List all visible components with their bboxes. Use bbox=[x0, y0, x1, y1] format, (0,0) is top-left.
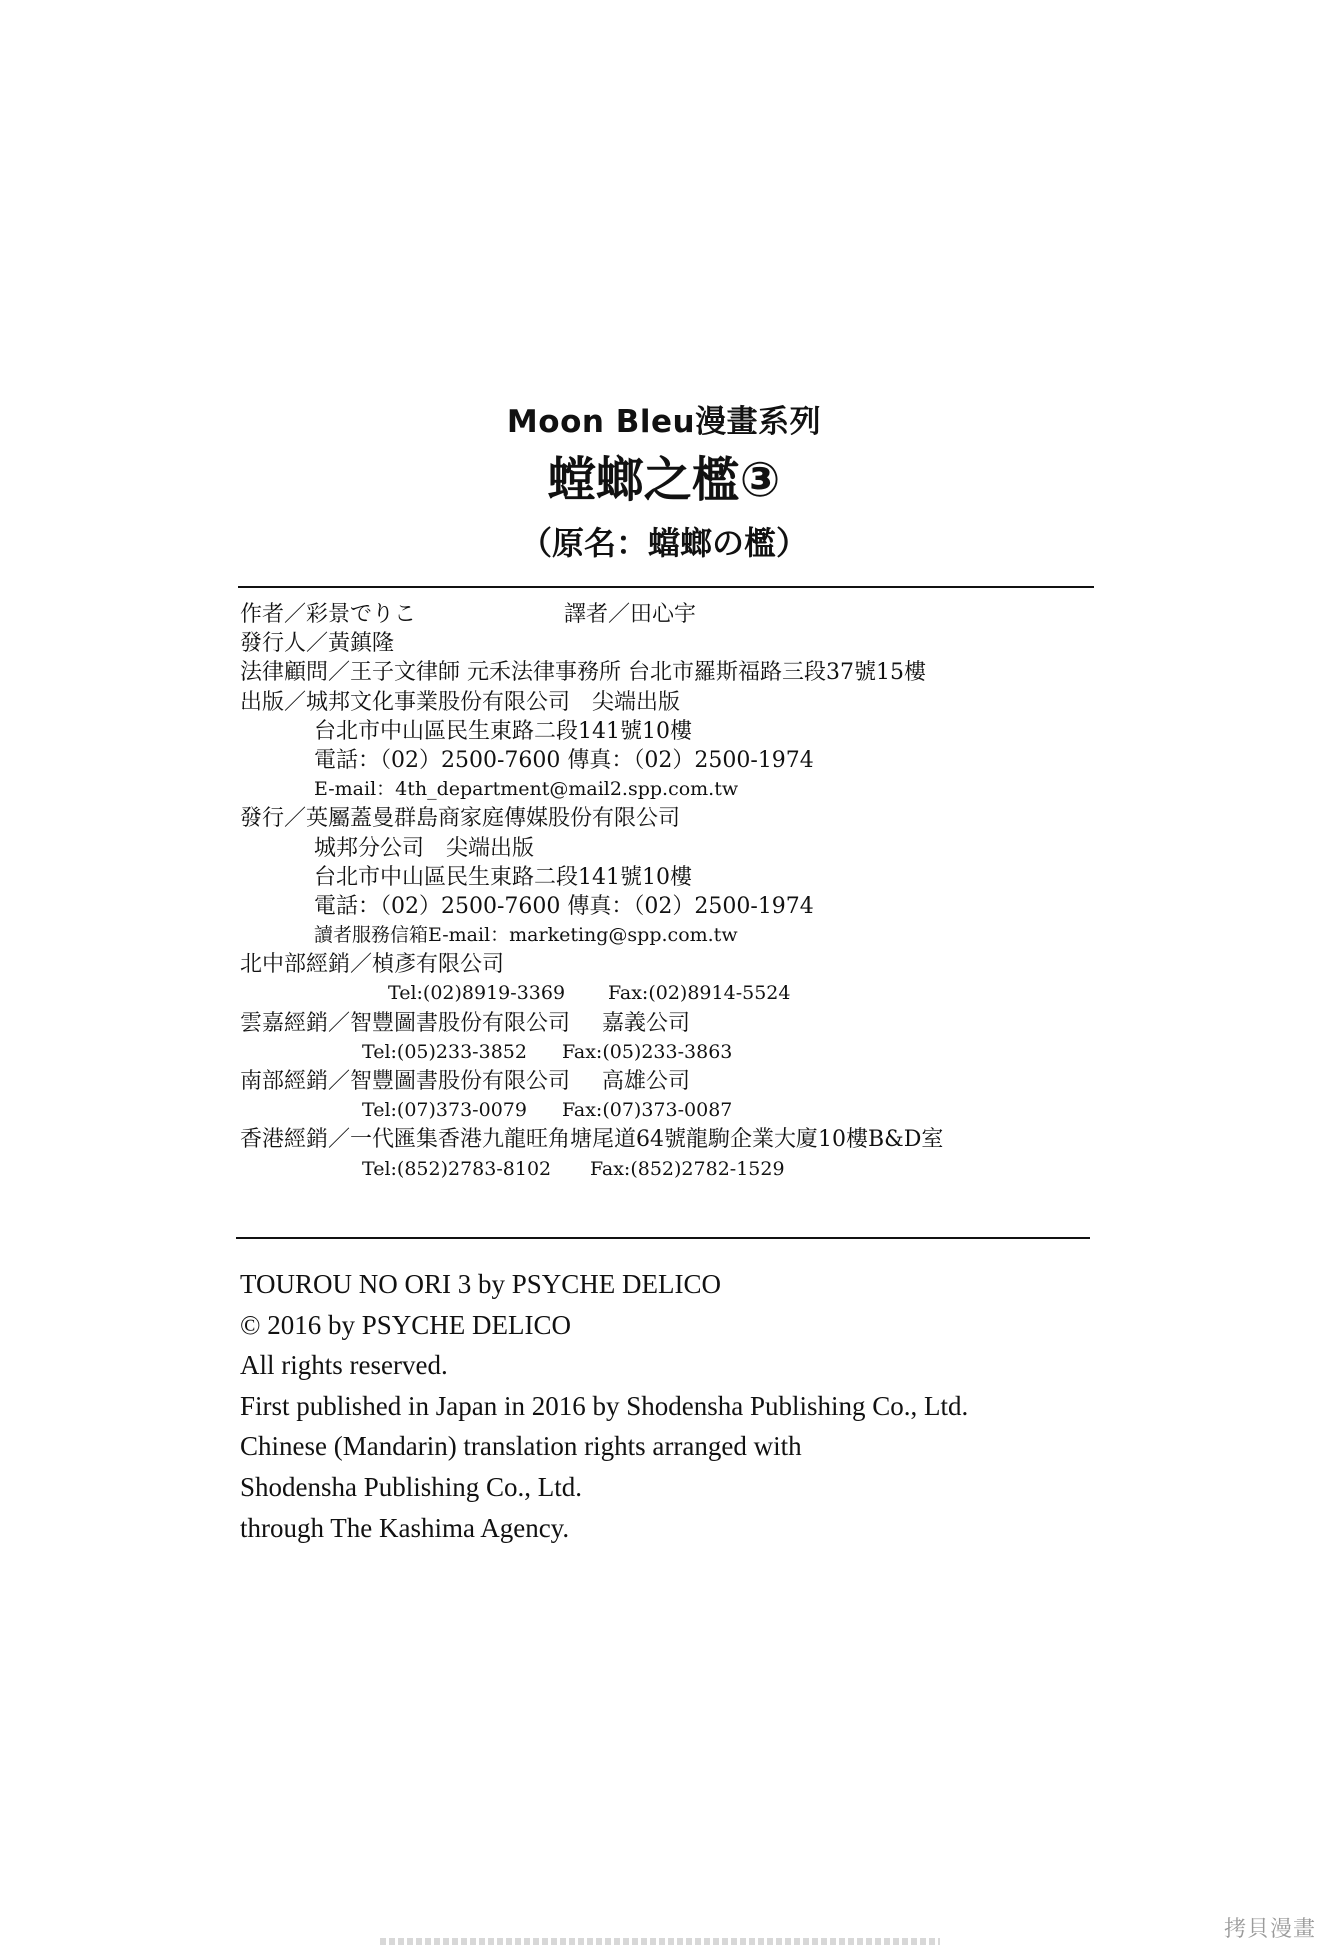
publishing-label: 出版／城邦文化事業股份有限公司 尖端出版 bbox=[240, 689, 681, 715]
north-distributor-label: 北中部經銷／楨彥有限公司 bbox=[240, 952, 505, 978]
rights-line-first-published: First published in Japan in 2016 by Shodensha Publishing Co., Ltd. bbox=[240, 1390, 969, 1421]
chiayi-fax: Fax:(05)233-3863 bbox=[562, 1040, 733, 1063]
chiayi-company: 嘉義公司 bbox=[602, 1010, 691, 1036]
rights-line-translation: Chinese (Mandarin) translation rights arranged with bbox=[240, 1431, 802, 1462]
distribution-address: 台北市中山區民生東路二段141號10樓 bbox=[314, 864, 692, 890]
rights-line-copyright: © 2016 by PSYCHE DELICO bbox=[240, 1309, 572, 1340]
distribution-email: 讀者服務信箱E-mail：marketing@spp.com.tw bbox=[314, 924, 738, 947]
publishing-address: 台北市中山區民生東路二段141號10樓 bbox=[314, 718, 692, 744]
north-fax: Fax:(02)8914-5524 bbox=[608, 982, 791, 1005]
chiayi-label: 雲嘉經銷／智豐圖書股份有限公司 bbox=[240, 1010, 571, 1036]
credit-line-author bbox=[240, 600, 1100, 629]
publishing-email: E-mail：4th_department@mail2.spp.com.tw bbox=[314, 778, 739, 801]
north-distributor-contact bbox=[240, 979, 1100, 1008]
legal-credit: 法律顧問／王子文律師 元禾法律事務所 台北市羅斯福路三段37號15樓 bbox=[240, 660, 926, 686]
bottom-divider bbox=[236, 1237, 1090, 1239]
north-tel: Tel:(02)8919-3369 bbox=[388, 982, 566, 1005]
hongkong-distributor-label: 香港經銷／一代匯集香港九龍旺角塘尾道64號龍駒企業大廈10樓B&D室 bbox=[240, 1127, 944, 1153]
chiayi-distributor-contact bbox=[240, 1038, 1100, 1067]
rights-line-title: TOUROU NO ORI 3 by PSYCHE DELICO bbox=[240, 1269, 722, 1299]
south-tel: Tel:(07)373-0079 bbox=[362, 1099, 527, 1122]
site-watermark: 拷貝漫畫 bbox=[1223, 1917, 1316, 1942]
chiayi-tel: Tel:(05)233-3852 bbox=[362, 1040, 527, 1063]
scan-artifact bbox=[380, 1938, 940, 1945]
rights-line-reserved: All rights reserved. bbox=[240, 1350, 448, 1381]
credits-block bbox=[240, 600, 1100, 1184]
south-distributor-label bbox=[240, 1067, 1100, 1096]
hongkong-fax: Fax:(852)2782-1529 bbox=[590, 1157, 785, 1180]
distribution-branch: 城邦分公司 尖端出版 bbox=[314, 835, 535, 861]
title-block bbox=[0, 400, 1328, 568]
south-company: 高雄公司 bbox=[602, 1069, 691, 1094]
distribution-label: 發行／英屬蓋曼群島商家庭傳媒股份有限公司 bbox=[240, 806, 681, 832]
rights-line-agency: through The Kashima Agency. bbox=[240, 1512, 570, 1543]
rights-line-publisher: Shodensha Publishing Co., Ltd. bbox=[240, 1471, 583, 1502]
publisher-person-credit: 發行人／黃鎮隆 bbox=[240, 631, 395, 657]
top-divider bbox=[238, 586, 1094, 588]
south-label: 南部經銷／智豐圖書股份有限公司 bbox=[240, 1069, 571, 1094]
distribution-phone: 電話：（02）2500-7600 傳真：（02）2500-1974 bbox=[314, 893, 814, 919]
publishing-phone: 電話：（02）2500-7600 傳真：（02）2500-1974 bbox=[314, 747, 814, 773]
hongkong-distributor-contact bbox=[240, 1155, 1100, 1184]
chiayi-distributor-label bbox=[240, 1009, 1100, 1038]
book-title: 螳螂之檻③ bbox=[547, 452, 781, 508]
translator-credit: 譯者／田心宇 bbox=[564, 602, 697, 627]
english-rights-block bbox=[240, 1264, 1100, 1548]
south-fax: Fax:(07)373-0087 bbox=[562, 1099, 733, 1122]
author-credit: 作者／彩景でりこ bbox=[240, 602, 417, 627]
hongkong-tel: Tel:(852)2783-8102 bbox=[362, 1157, 552, 1180]
series-name: Moon Bleu漫畫系列 bbox=[506, 404, 822, 440]
original-title: （原名：蟷螂の檻） bbox=[519, 524, 808, 562]
south-distributor-contact bbox=[240, 1096, 1100, 1125]
